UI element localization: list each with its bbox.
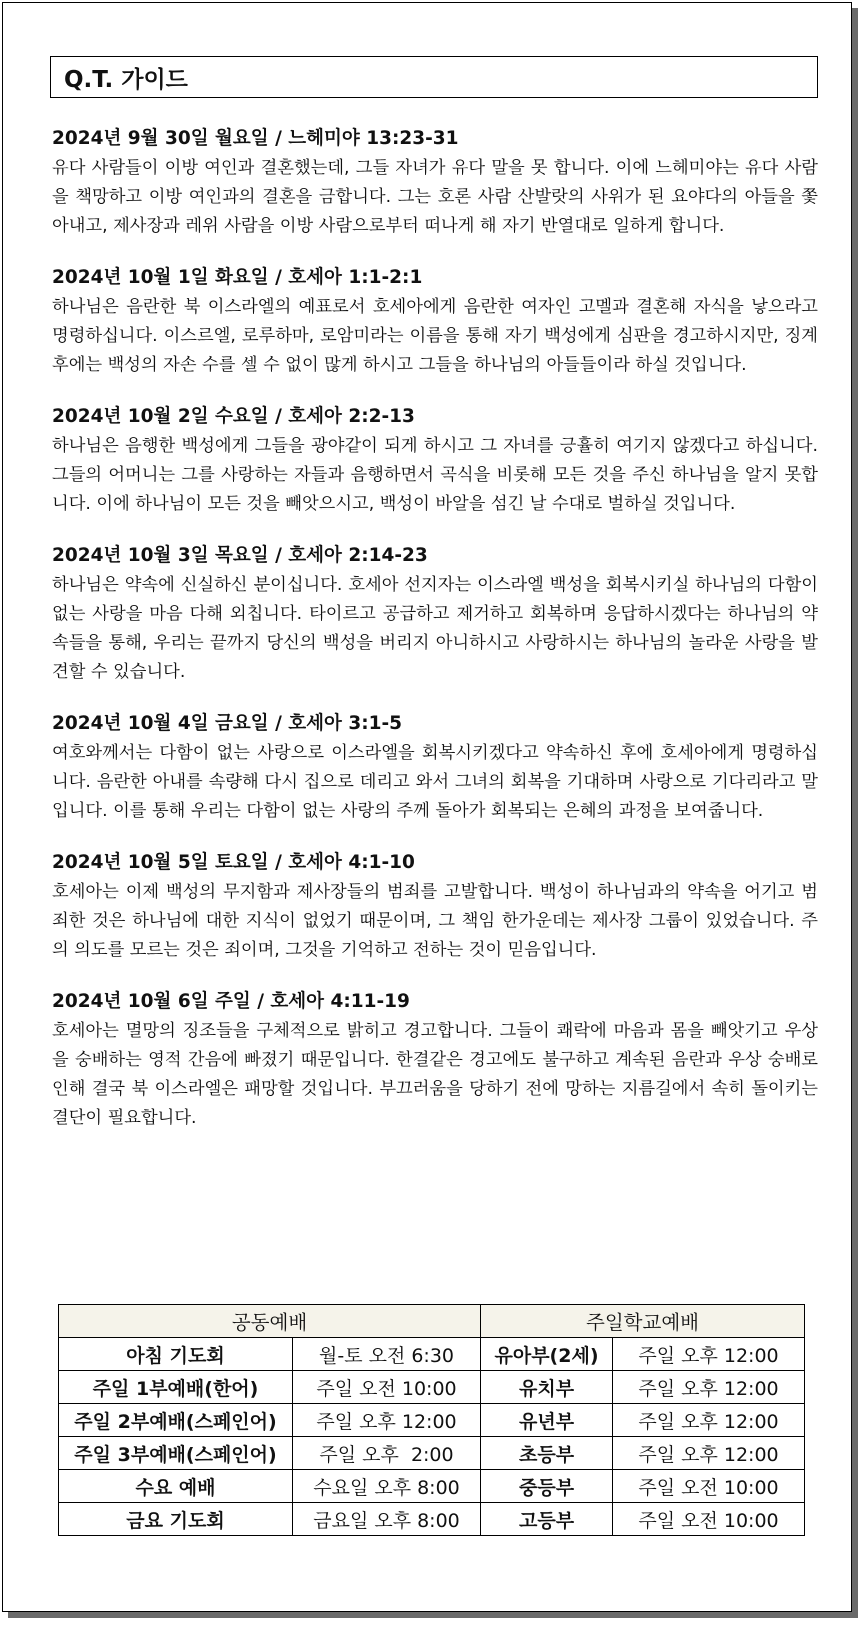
qt-body: 유다 사람들이 이방 여인과 결혼했는데, 그들 자녀가 유다 말을 못 합니다. 이에 느헤미야는 유다 사람을 책망하고 이방 여인과의 결혼을 금합니다. 그는 호론 사람 산발랏의 사위가 된 요야다의 아들을 쫓아내고, 제사장과 레위 사람을 이방 사람으로부터 떠나게 해 자기 반열대로 일하게 합니다. — [52, 158, 818, 236]
qt-entry — [52, 541, 818, 687]
table-row — [59, 1470, 805, 1503]
qt-entry — [52, 709, 818, 826]
service-name: 주일 2부예배(스페인어) — [59, 1404, 293, 1437]
qt-body: 하나님은 음행한 백성에게 그들을 광야같이 되게 하시고 그 자녀를 긍휼히 여기지 않겠다고 하십니다. 그들의 어머니는 그를 사랑하는 자들과 음행하면서 곡식을 비롯해 모든 것을 주신 하나님을 알지 못합니다. 이에 하나님이 모든 것을 빼앗으시고, 백성이 바알을 섬긴 날 수대로 벌하실 것입니다. — [52, 436, 818, 514]
qt-entry — [52, 848, 818, 965]
service-time: 주일 오후 2:00 — [293, 1437, 481, 1470]
qt-heading: 2024년 10월 4일 금요일 / 호세아 3:1-5 — [52, 713, 403, 734]
school-department: 유년부 — [481, 1404, 613, 1437]
service-name: 수요 예배 — [59, 1470, 293, 1503]
school-time: 주일 오전 10:00 — [613, 1503, 805, 1536]
service-time: 주일 오후 12:00 — [293, 1404, 481, 1437]
qt-body: 여호와께서는 다함이 없는 사랑으로 이스라엘을 회복시키겠다고 약속하신 후에 호세아에게 명령하십니다. 음란한 아내를 속량해 다시 집으로 데리고 와서 그녀의 회복을 기대하며 사랑으로 기다리라고 말입니다. 이를 통해 우리는 다함이 없는 사랑의 주께 돌아가 회복되는 은혜의 과정을 보여줍니다. — [52, 743, 818, 821]
qt-heading: 2024년 10월 2일 수요일 / 호세아 2:2-13 — [52, 406, 415, 427]
qt-body: 호세아는 이제 백성의 무지함과 제사장들의 범죄를 고발합니다. 백성이 하나님과의 약속을 어기고 범죄한 것은 하나님에 대한 지식이 없었기 때문이며, 그 책임 한가운데는 제사장 그룹이 있었습니다. 주의 의도를 모르는 것은 죄이며, 그것을 기억하고 전하는 것이 믿음입니다. — [52, 882, 818, 960]
school-department: 초등부 — [481, 1437, 613, 1470]
qt-body: 호세아는 멸망의 징조들을 구체적으로 밝히고 경고합니다. 그들이 쾌락에 마음과 몸을 빼앗기고 우상을 숭배하는 영적 간음에 빠졌기 때문입니다. 한결같은 경고에도 불구하고 계속된 음란과 우상 숭배로 인해 결국 북 이스라엘은 패망할 것입니다. 부끄러움을 당하기 전에 망하는 지름길에서 속히 돌이키는 결단이 필요합니다. — [52, 1021, 818, 1128]
service-name: 주일 3부예배(스페인어) — [59, 1437, 293, 1470]
service-name: 아침 기도회 — [59, 1338, 293, 1371]
qt-body: 하나님은 음란한 북 이스라엘의 예표로서 호세아에게 음란한 여자인 고멜과 결혼해 자식을 낳으라고 명령하십니다. 이스르엘, 로루하마, 로암미라는 이름을 통해 자기 백성에게 심판을 경고하시지만, 징계 후에는 백성의 자손 수를 셀 수 없이 많게 하시고 그들을 하나님의 아들들이라 하실 것입니다. — [52, 297, 818, 375]
service-name: 주일 1부예배(한어) — [59, 1371, 293, 1404]
table-row — [59, 1371, 805, 1404]
table-row — [59, 1338, 805, 1371]
service-time: 수요일 오후 8:00 — [293, 1470, 481, 1503]
table-header-row — [59, 1305, 805, 1338]
school-department: 고등부 — [481, 1503, 613, 1536]
qt-heading: 2024년 10월 5일 토요일 / 호세아 4:1-10 — [52, 852, 415, 873]
worship-schedule-table — [58, 1304, 805, 1536]
qt-heading: 2024년 10월 3일 목요일 / 호세아 2:14-23 — [52, 545, 428, 566]
school-department: 중등부 — [481, 1470, 613, 1503]
header-common-worship: 공동예배 — [59, 1305, 481, 1338]
school-department: 유치부 — [481, 1371, 613, 1404]
service-time: 월-토 오전 6:30 — [293, 1338, 481, 1371]
qt-entry — [52, 124, 818, 241]
school-time: 주일 오후 12:00 — [613, 1437, 805, 1470]
qt-entry — [52, 987, 818, 1133]
school-time: 주일 오후 12:00 — [613, 1371, 805, 1404]
qt-entry — [52, 402, 818, 519]
school-time: 주일 오후 12:00 — [613, 1338, 805, 1371]
page-title: Q.T. 가이드 — [50, 56, 818, 98]
qt-heading: 2024년 10월 1일 화요일 / 호세아 1:1-2:1 — [52, 267, 423, 288]
table-row — [59, 1437, 805, 1470]
qt-heading: 2024년 10월 6일 주일 / 호세아 4:11-19 — [52, 991, 410, 1012]
qt-list — [52, 124, 818, 1155]
header-sunday-school: 주일학교예배 — [481, 1305, 805, 1338]
service-name: 금요 기도회 — [59, 1503, 293, 1536]
school-department: 유아부(2세) — [481, 1338, 613, 1371]
table-row — [59, 1503, 805, 1536]
qt-heading: 2024년 9월 30일 월요일 / 느헤미야 13:23-31 — [52, 128, 459, 149]
school-time: 주일 오전 10:00 — [613, 1470, 805, 1503]
school-time: 주일 오후 12:00 — [613, 1404, 805, 1437]
qt-body: 하나님은 약속에 신실하신 분이십니다. 호세아 선지자는 이스라엘 백성을 회복시키실 하나님의 다함이 없는 사랑을 마음 다해 외칩니다. 타이르고 공급하고 제거하고 회복하며 응답하시겠다는 하나님의 약속들을 통해, 우리는 끝까지 당신의 백성을 버리지 아니하시고 사랑하시는 하나님의 놀라운 사랑을 발견할 수 있습니다. — [52, 575, 818, 682]
service-time: 금요일 오후 8:00 — [293, 1503, 481, 1536]
qt-entry — [52, 263, 818, 380]
table-row — [59, 1404, 805, 1437]
service-time: 주일 오전 10:00 — [293, 1371, 481, 1404]
